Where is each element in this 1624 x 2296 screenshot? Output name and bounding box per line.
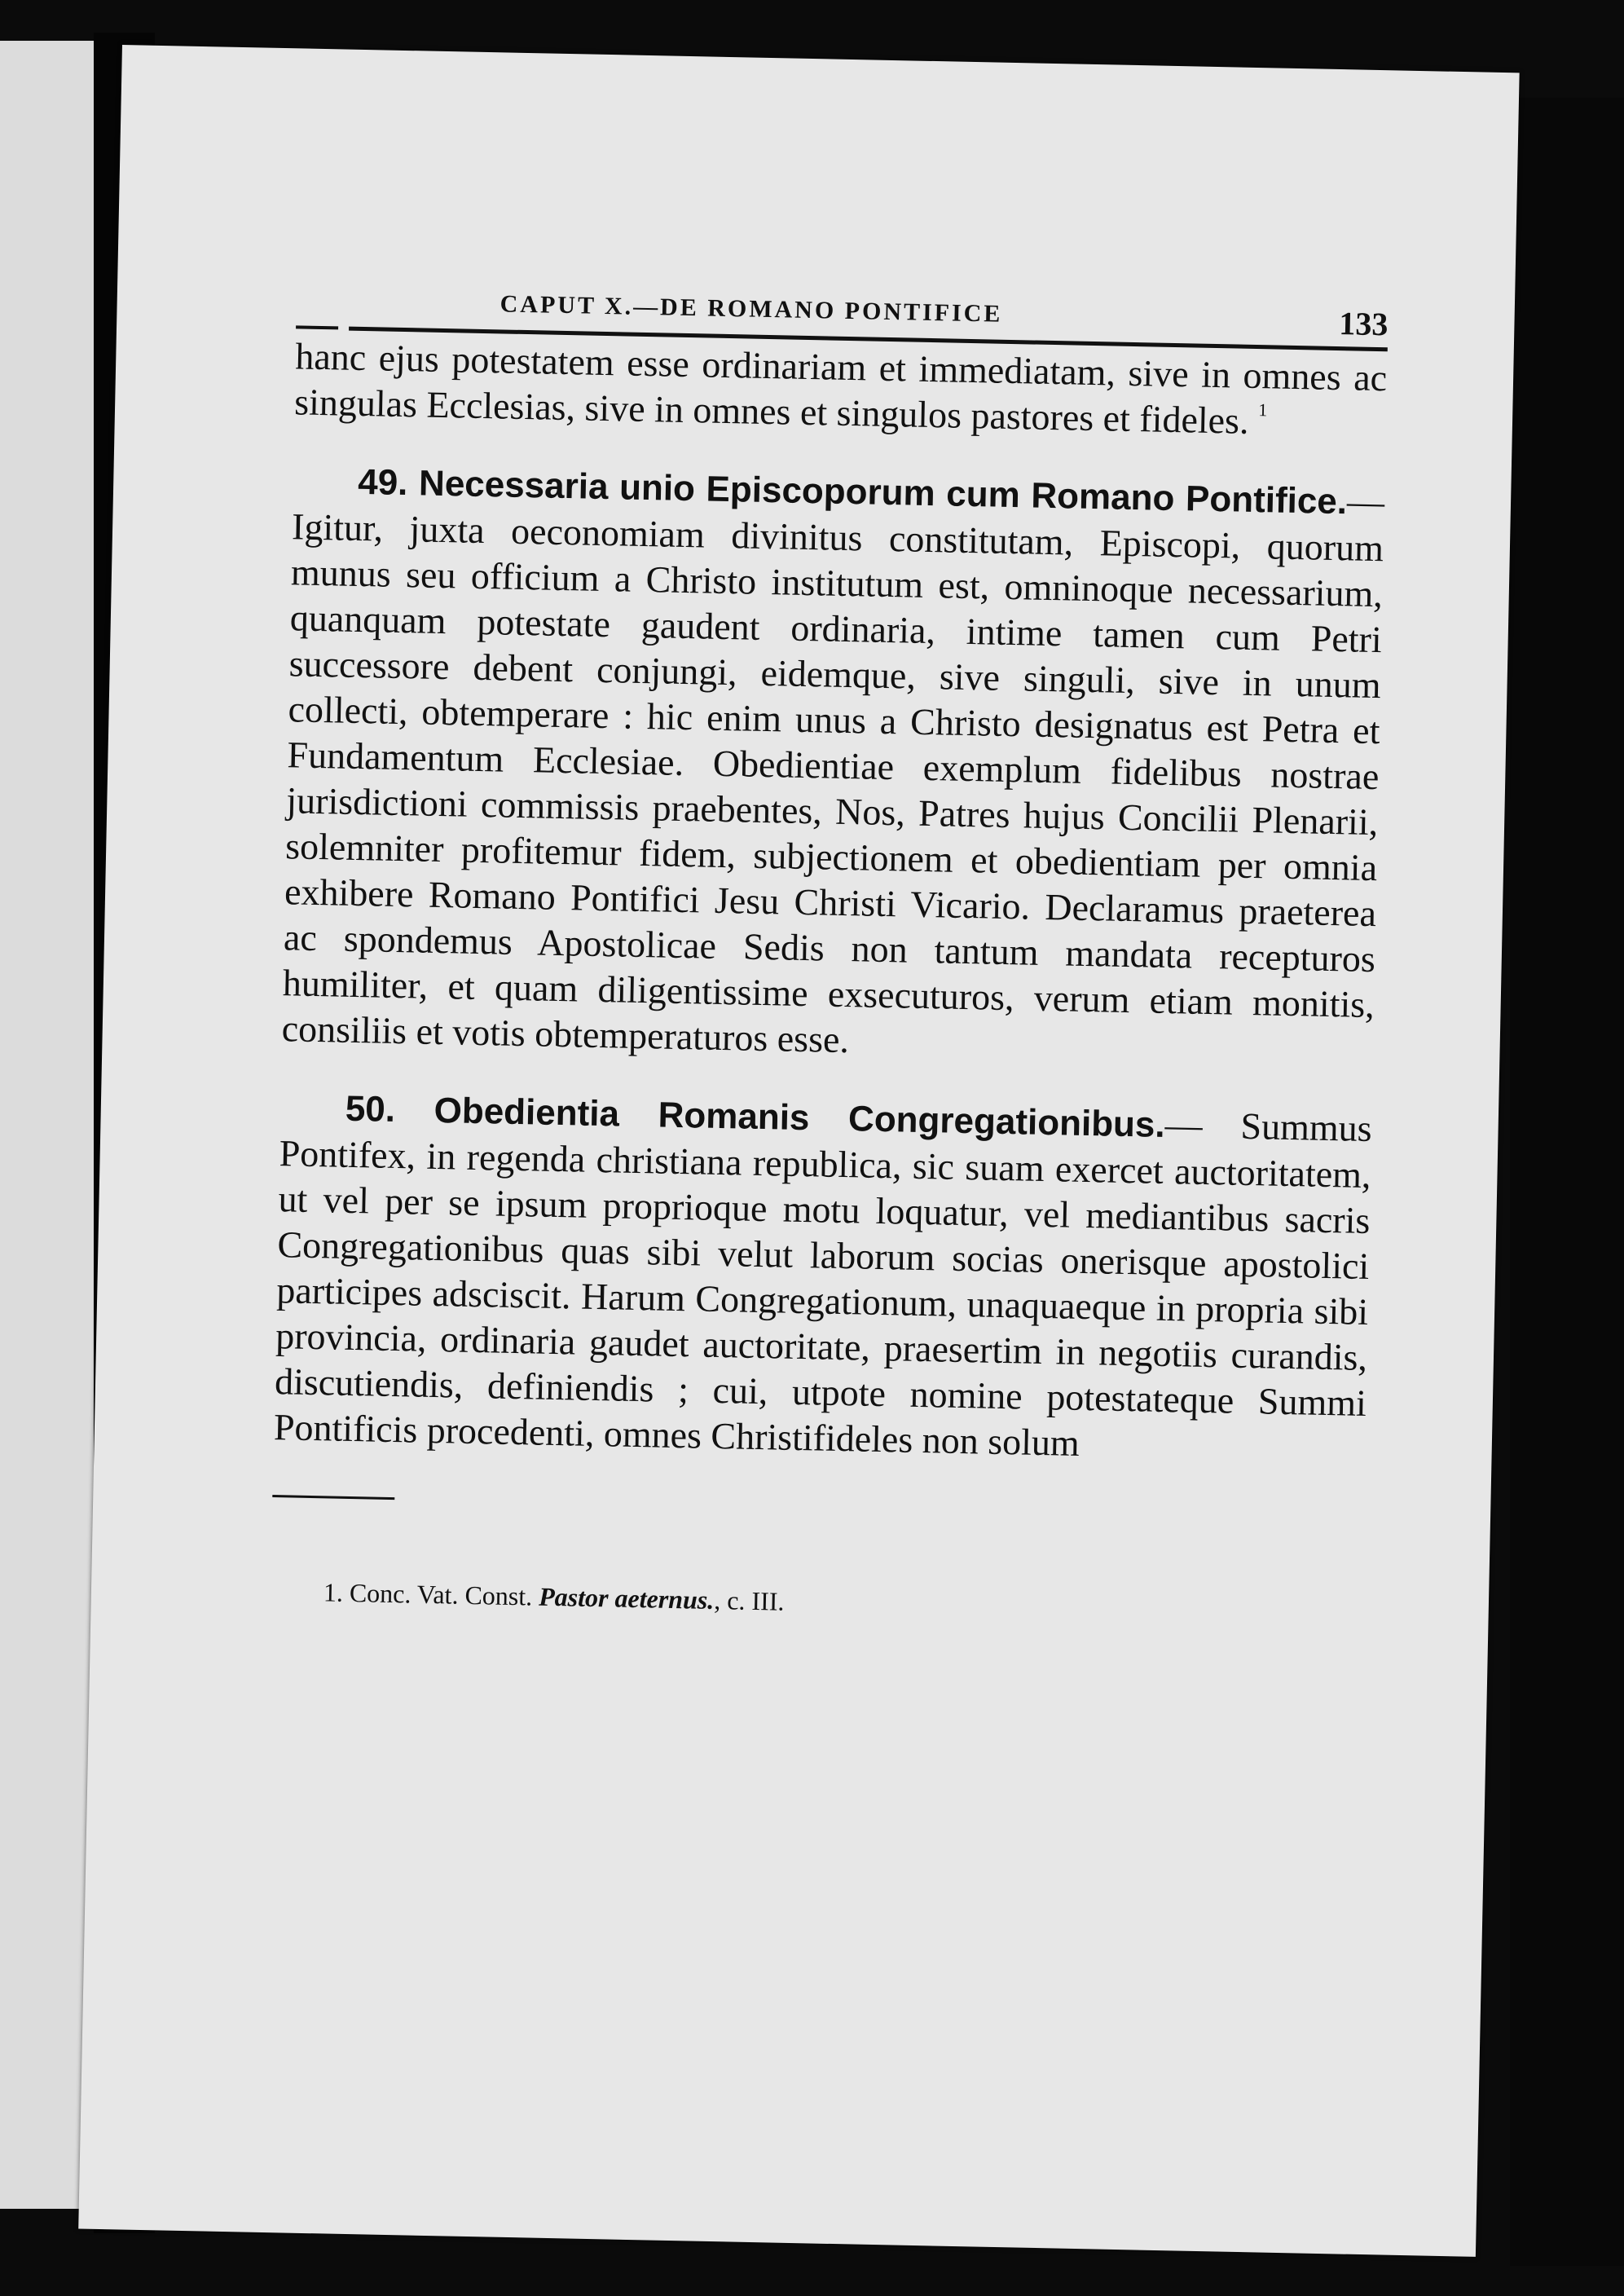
facing-page-edge (0, 41, 94, 2209)
footnote-rule (272, 1495, 394, 1500)
section-50 (273, 1084, 1372, 1472)
footnote-number: 1. (323, 1577, 344, 1607)
continuation-text: hanc ejus potestatem esse ordinariam et immediatam, sive in omnes ac singulas Ecclesias, sive in omnes et singulos pastores et fideles. (293, 335, 1388, 442)
header-rule-short (296, 325, 338, 329)
section-49 (281, 457, 1384, 1073)
page-number: 133 (1338, 305, 1389, 343)
footnote (271, 1575, 1363, 1629)
page-content (271, 276, 1389, 1629)
footnote-locator: , c. III. (713, 1584, 785, 1616)
running-title: CAPUT X.—DE ROMANO PONTIFICE (500, 290, 1003, 328)
section-heading: 50. Obedientia Romanis Congregationibus. (345, 1088, 1166, 1145)
section-text: —Igitur, juxta oeconomiam divinitus constitutam, Episcopi, quorum munus seu officium a Christo institutum est, omninoque necessarium, quanquam potestate gaudent ordinaria, intime tamen cum Petri successore debent conjungi, eidemque, sive singuli, sive in unum collecti, obtemperare : hic enim unus a Christo designatus est Petra et Fundamentum Ecclesiae. Obedientiae exemplum fidelibus nostrae jurisdictioni commissis praebentes, Nos, Patres hujus Concilii Plenarii, solemniter profitemur fidem, subjectionem et obedientiam per omnia exhibere Romano Pontifici Jesu Christi Vicario. Declaramus praeterea ac spondemus Apostolicae Sedis non tantum mandata recepturos humiliter, et quam diligentissime exsecuturos, verum etiam monitis, consiliis et votis obtemperaturos esse. (281, 480, 1385, 1061)
scan-border (1510, 98, 1624, 2266)
footnote-work: Pastor aeternus. (538, 1581, 715, 1615)
book-page (78, 45, 1519, 2257)
footnote-reference: 1 (1258, 399, 1268, 421)
section-text: — Summus Pontifex, in regenda christiana republica, sic suam exercet auctoritatem, ut vel per se ipsum proprioque motu loquatur, vel mediantibus sacris Congregationibus quas sibi velut laborum socias onerisque apostolici participes adsciscit. Harum Congregationum, unaquaeque in propria sibi provincia, ordinaria gaudet auctoritate, praesertim in negotiis curandis, discutiendis, definiendis ; cui, utpote nomine potestateque Summi Pontificis procedenti, omnes Christifideles non solum (273, 1103, 1373, 1464)
section-heading: 49. Necessaria unio Episcoporum cum Romano Pontifice. (357, 461, 1348, 522)
footnote-source: Conc. Vat. Const. (349, 1577, 533, 1611)
